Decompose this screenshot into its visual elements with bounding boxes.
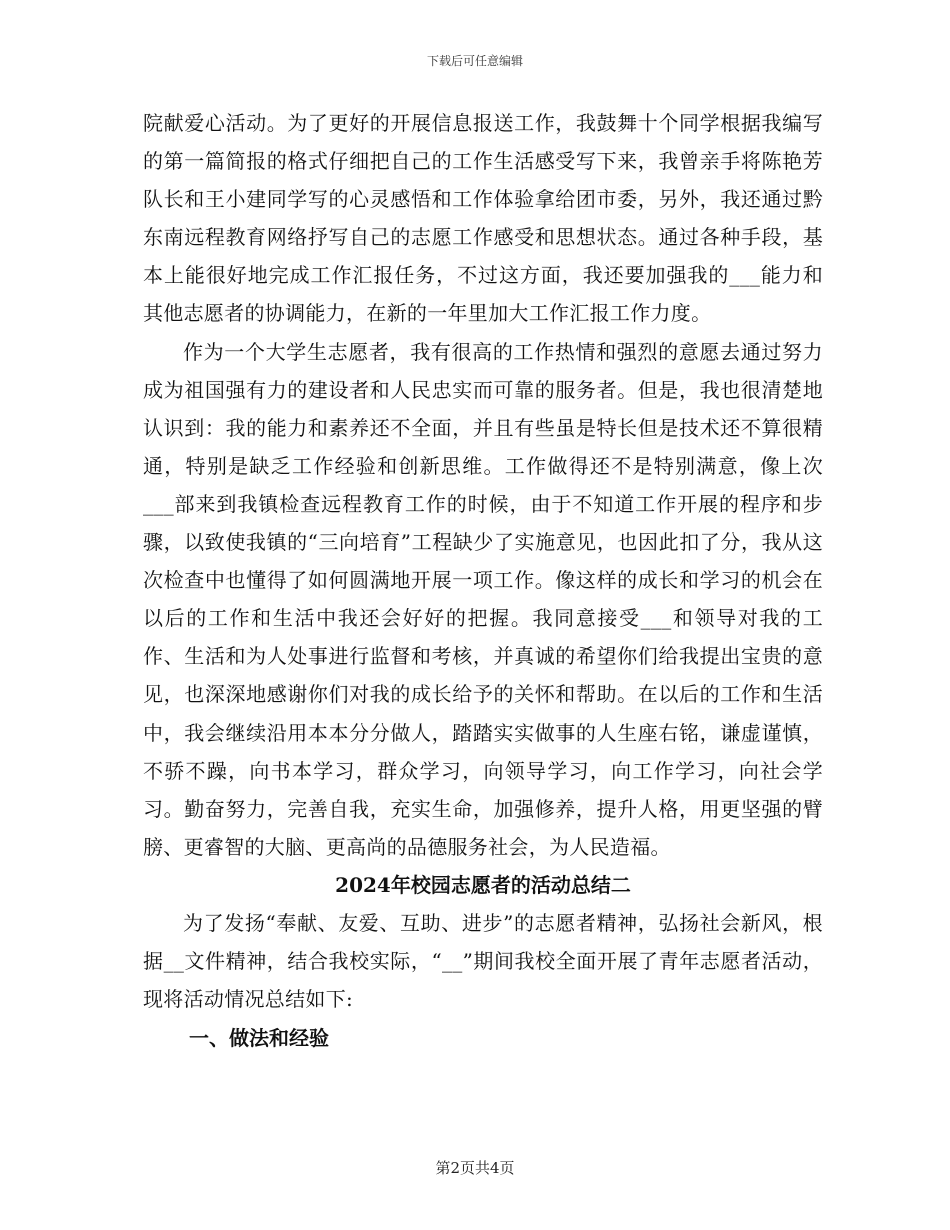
page-number-footer: 第2页共4页 — [435, 1159, 515, 1177]
subheading-methods: 一、做法和经验 — [189, 1026, 329, 1051]
document-body — [143, 104, 823, 1058]
paragraph-intro-summary: 为了发扬“奉献、友爱、互助、进步”的志愿者精神，弘扬社会新风，根据__文件精神，结合我校实际，“__”期间我校全面开展了青年志愿者活动，现将活动情况总结如下: — [143, 910, 823, 1012]
section-title: 2024年校园志愿者的活动总结二 — [335, 872, 631, 897]
page-header-note: 下载后可任意编辑 — [426, 54, 523, 68]
paragraph-volunteer-reflection: 作为一个大学生志愿者，我有很高的工作热情和强烈的意愿去通过努力成为祖国强有力的建设者和人民忠实而可靠的服务者。但是，我也很清楚地认识到：我的能力和素养还不全面，并且有些虽是特长但是技术还不算很精通，特别是缺乏工作经验和创新思维。工作做得还不是特别满意，像上次___部来到我镇检查远程教育工作的时候，由于不知道工作开展的程序和步骤，以致使我镇的“三向培育”工程缺少了实施意见，也因此扣了分，我从这次检查中也懂得了如何圆满地开展一项工作。像这样的成长和学习的机会在以后的工作和生活中我还会好好的把握。我同意接受___和领导对我的工作、生活和为人处事进行监督和考核，并真诚的希望你们给我提出宝贵的意见，也深深地感谢你们对我的成长给予的关怀和帮助。在以后的工作和生活中，我会继续沿用本本分分做人，踏踏实实做事的人生座右铭，谦虚谨慎，不骄不躁，向书本学习，群众学习，向领导学习，向工作学习，向社会学习。勤奋努力，完善自我，充实生命，加强修养，提升人格，用更坚强的臂膀、更睿智的大脑、更高尚的品德服务社会，为人民造福。 — [143, 339, 823, 859]
paragraph-continued: 院献爱心活动。为了更好的开展信息报送工作，我鼓舞十个同学根据我编写的第一篇简报的格式仔细把自己的工作生活感受写下来，我曾亲手将陈艳芳队长和王小建同学写的心灵感悟和工作体验拿给团市委，另外，我还通过黔东南远程教育网络抒写自己的志愿工作感受和思想状态。通过各种手段，基本上能很好地完成工作汇报任务，不过这方面，我还要加强我的___能力和其他志愿者的协调能力，在新的一年里加大工作汇报工作力度。 — [143, 111, 823, 326]
